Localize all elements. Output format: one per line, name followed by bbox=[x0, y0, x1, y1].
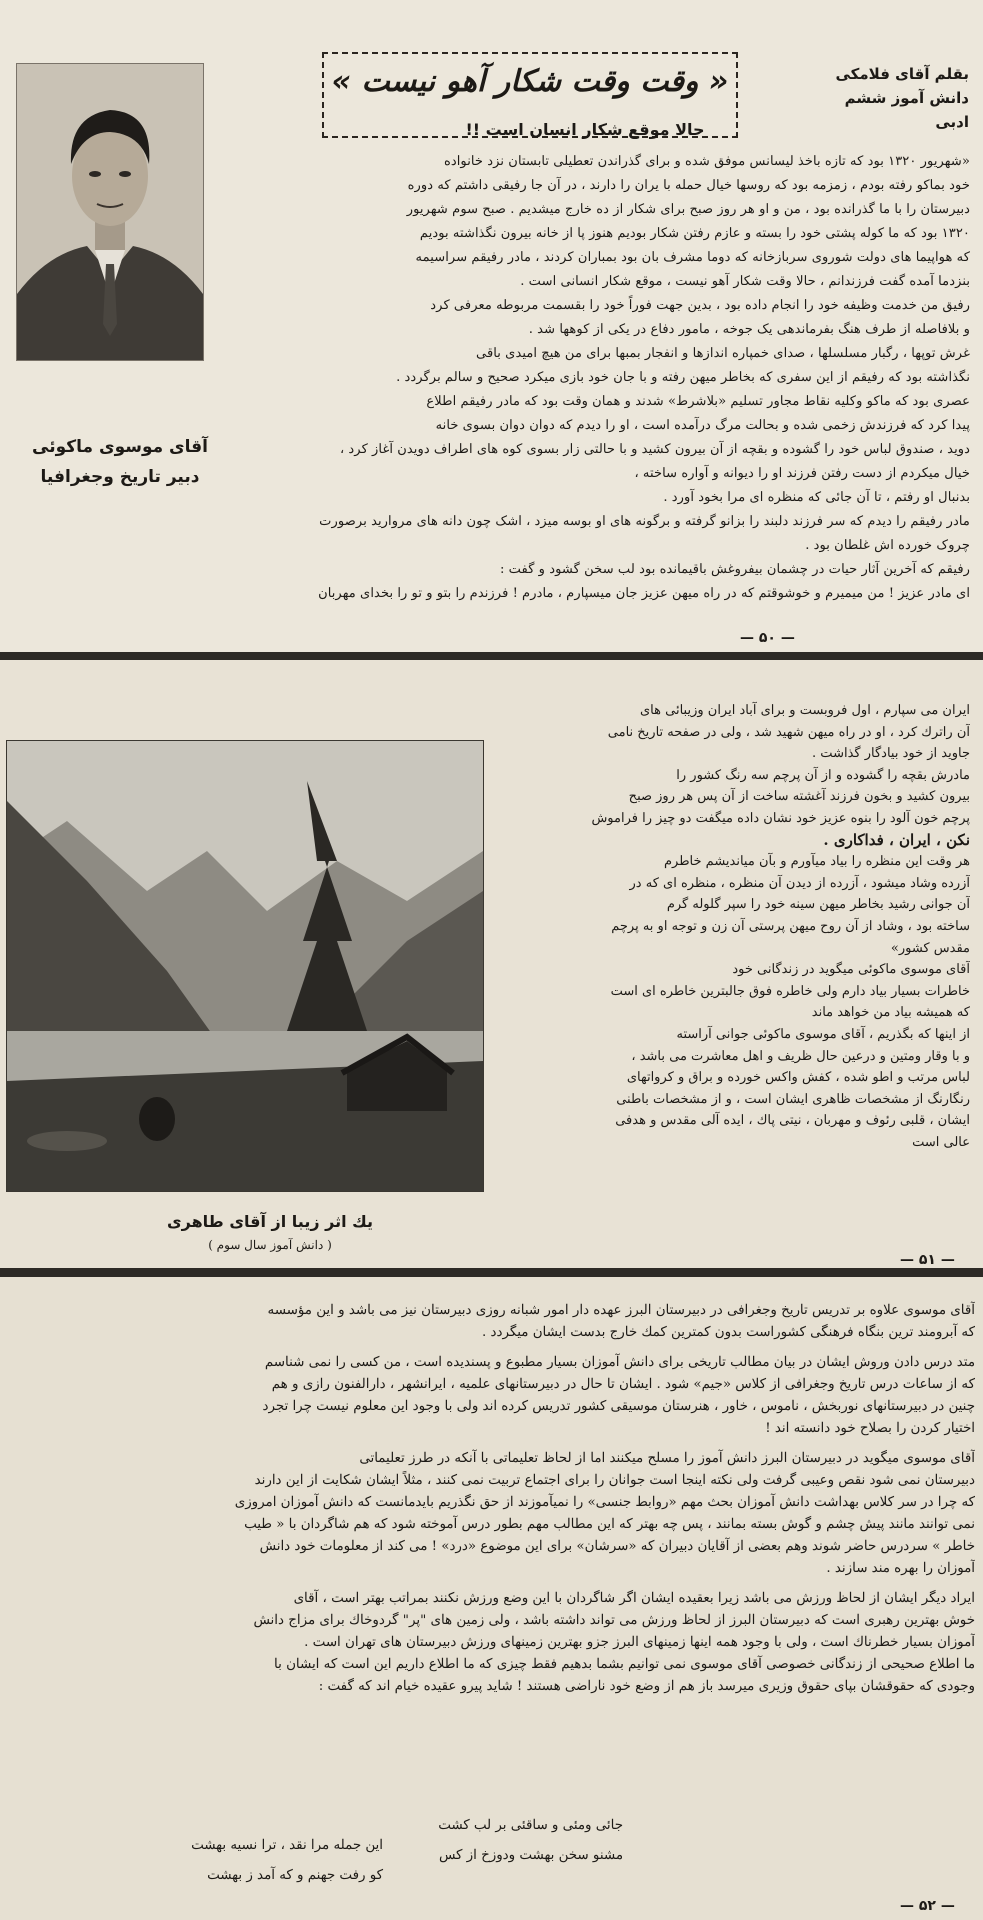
text-line: خاطرات بسیار بیاد دارم ولی خاطره فوق جالبترین خاطره ای است bbox=[610, 983, 970, 999]
poem-line-1-right: جائی ومئی و ساقئی بر لب کشت bbox=[438, 1818, 623, 1833]
text-line-emphasis: نکن ، ایران ، فداکاری . bbox=[823, 830, 970, 849]
article-title: « وقت وقت شکار آهو نیست » bbox=[331, 64, 729, 99]
text-line: و با وقار ومتین و درعین حال ظریف و اهل معاشرت می باشد ، bbox=[631, 1048, 970, 1064]
text-line: بنزدما آمده گفت فرزندانم ، حالا وقت شکار آهو نیست ، موقع شکار انسانی است . bbox=[520, 274, 970, 289]
text-line: ساخته بود ، وشاد از آن روح میهن پرستی آن زن و توجه او به پرچم bbox=[611, 918, 970, 934]
text-line: خیال میکردم از دست رفتن فرزند او را دیوانه و آواره ساخته ، bbox=[634, 466, 970, 481]
text-line: بیرون کشید و بخون فرزند آغشته ساخت از آن پس هر روز صبح bbox=[628, 789, 970, 805]
text-line: پیدا کرد که فرزندش زخمی شده و بحالت مرگ درآمده است ، او را دیدم که دوان دوان بسوی خانه bbox=[435, 418, 970, 433]
text-line: ۱۳۲۰ بود که ما کوله پشتی خود را بسته و عازم رفتن شکار بودیم هنوز پا از خانه بیرون نگذاشته بودیم bbox=[419, 226, 970, 241]
text-line: از اینها که بگذریم ، آقای موسوی ماکوئی جوانی آراسته bbox=[676, 1026, 970, 1042]
text-line: که هواپیما های دولت شوروی سربازخانه که دوما مشرف بان بود بمباران کردند ، مادر رفیقم سراسیمه bbox=[415, 250, 970, 265]
article-body-page-52 bbox=[30, 1300, 975, 1698]
byline bbox=[819, 62, 969, 134]
teacher-portrait-photo bbox=[16, 63, 204, 361]
text-line: متد درس دادن وروش ایشان در بیان مطالب تاریخی برای دانش آموزان بسیار مطبوع و پسندیده است ، من کسی را نمی شناسم bbox=[264, 1355, 975, 1370]
text-line: اختیار کردن را بصلاح خود دانسته اند ! bbox=[765, 1421, 975, 1436]
text-line: عصری بود که ماکو وکلیه نقاط مجاور تسلیم «بلاشرط» شدند و همان وقت بود که مادر رفیقم اطلاع bbox=[426, 394, 970, 409]
text-line: ایشان ، قلبی رئوف و مهربان ، نیتی پاك ، ایده آلی مقدس و هدفی bbox=[615, 1113, 970, 1129]
portrait-caption-name: آقای موسوی ماکوئی bbox=[32, 437, 208, 457]
text-line: نمی توانند مانند پیش چشم و گوش بسته بمانند ، پس چه بهتر که این مطالب مهم بطور درس آموخته شود که هم شاگردان با « طیب bbox=[244, 1517, 975, 1532]
text-line: چروک خورده اش غلطان بود . bbox=[805, 538, 970, 553]
text-line: رفیق من خدمت وظیفه خود را انجام داده بود ، بدین جهت فوراً خود را بقسمت مربوطه معرفی کرد bbox=[430, 298, 970, 313]
text-line: ایران می سپارم ، اول فروبست و برای آباد ایران وزیبائی های bbox=[640, 703, 970, 718]
text-line: آموزان را بهره مند سازند . bbox=[826, 1561, 975, 1576]
text-line: ما اطلاع صحیحی از زندگانی خصوصی آقای موسوی نمی توانیم بشما بدهیم فقط چیزی که ما اطلاع داریم این است که ایشان با bbox=[274, 1657, 975, 1672]
text-line: پرچم خون آلود را بنوه عزیز خود نشان داده میگفت دو چیز را فراموش bbox=[591, 810, 970, 826]
text-line: مادرش بقچه را گشوده و از آن پرچم سه رنگ کشور را bbox=[676, 767, 970, 783]
text-line: که چرا در سر کلاس بهداشت دانش آموزان بحث مهم «روابط جنسی» را نمیآموزند از حق نگذریم بایدمانست که دانش آموزان امروزی bbox=[234, 1495, 975, 1510]
article-body-page-51 bbox=[490, 700, 970, 1153]
text-line: «شهریور ۱۳۲۰ بود که تازه باخذ لیسانس موفق شده و برای گذراندن تعطیلی تابستان نزد خانواده bbox=[443, 154, 970, 169]
text-line: دوید ، صندوق لباس خود را گشوده و بقچه از آن بیرون کشید و با حالتی زار بسوی کوه های اطراف دویدن آغاز کرد ، bbox=[339, 442, 970, 457]
text-line: لباس مرتب و اطو شده ، کفش واکس خورده و براق و کرواتهای bbox=[626, 1070, 970, 1086]
text-line: غرش توپها ، رگبار مسلسلها ، صدای خمپاره اندازها و انفجار بمبها برای من هیچ امیدی باقی bbox=[475, 346, 970, 361]
text-line: بدنبال او رفتم ، تا آن جائی که منظره ای مرا بخود آورد . bbox=[663, 490, 970, 505]
text-line: که از ساعات درس تاریخ وجغرافی از کلاس «جیم» شود . ایشان تا حال در دبیرستانهای علمیه ، ایرانشهر ، دارالفنون رازی و هم bbox=[271, 1377, 975, 1392]
text-line: چنین در دبیرستانهای نوربخش ، ناموس ، خاور ، هنرستان موسیقی کشور تدریس کرده اند ولی با وجود این معلوم نیست چرا تجرد bbox=[262, 1399, 975, 1414]
text-line: آقای موسوی علاوه بر تدریس تاریخ وجغرافی در دبیرستان البرز عهده دار امور شبانه روزی دبیرستان نیز می باشد و این مؤسسه bbox=[267, 1303, 975, 1318]
text-line: عالی است bbox=[912, 1134, 970, 1150]
text-line: آموزان بسیار خطرناك است ، ولی با وجود همه اینها زمینهای البرز جزو بهترین زمینهای ورزش دبیرستان های تهران است . bbox=[304, 1635, 975, 1650]
poem-line-2-left: کو رفت جهنم و که آمد ز بهشت bbox=[207, 1868, 383, 1883]
portrait-caption-role: دبیر تاریخ وجغرافیا bbox=[40, 467, 200, 487]
text-line: مادر رفیقم را دیدم که سر فرزند دلبند را بزانو گرفته و برگونه های او بوسه میزد ، اشک چون دانه های مروارید برصورت bbox=[319, 514, 970, 529]
article-subtitle: حالا موقع شکار انسان است !! bbox=[465, 120, 705, 139]
text-line: آن جوانی رشید بخاطر میهن سینه خود را سپر گلوله گرم bbox=[666, 897, 970, 913]
text-line: وجودی که حقوقشان بپای حقوق وزیری میرسد باز هم از وضع خود ناراضی هستند ! شاید پیرو عقیده خیام اند که گفت : bbox=[318, 1679, 975, 1694]
text-line: خود بماکو رفته بودم ، زمزمه بود که روسها خیال حمله با یران را دارند ، در آن جا رفیقی داشتم که دوره bbox=[407, 178, 970, 193]
text-line: خاطر » سردرس حاضر شوند وهم بعضی از آقایان دبیران که «سرشان» برای این موضوع «درد» ! می کند از معلومات خود دانش bbox=[259, 1539, 975, 1554]
byline-author: بقلم آقای فلامکی bbox=[835, 65, 969, 83]
text-line: دبیرستان را با ما گذرانده بود ، من و او هر روز صبح برای شکار از ده خارج میشدیم . صبح سوم شهریور bbox=[406, 202, 970, 217]
painting-caption: یك اثر زیبا از آقای طاهری bbox=[166, 1212, 374, 1231]
poem-line-2-right: مشنو سخن بهشت ودوزخ از کس bbox=[438, 1848, 623, 1863]
page-number-50: — ۵۰ — bbox=[740, 630, 795, 646]
text-line: جاوید از خود بیادگار گذاشت . bbox=[812, 746, 970, 762]
text-line: رنگارنگ از مشخصات ظاهری ایشان است ، و از مشخصات باطنی bbox=[616, 1091, 970, 1107]
text-line: مقدس کشور» bbox=[890, 940, 970, 956]
painting-subcaption: ( دانش آموز سال سوم ) bbox=[208, 1238, 332, 1252]
portrait-caption bbox=[22, 432, 218, 492]
text-line: آن راترك كرد ، او در راه میهن شهید شد ، ولی در صفحه تاریخ نامی bbox=[607, 724, 970, 740]
text-line: و بلافاصله از طرف هنگ بفرماندهی یک جوخه ، مامور دفاع در یکی از کوهها شد . bbox=[528, 322, 970, 337]
text-line: دبیرستان نمی شود نقص وعیبی گرفت ولی نکته اینجا است جوانان را برای اجتماع تربیت نمی کنند ، مثلاً ایشان شکایت از این دارند bbox=[254, 1473, 975, 1488]
landscape-painting bbox=[6, 740, 484, 1192]
poem-line-1-left: این جمله مرا نقد ، ترا نسیه بهشت bbox=[191, 1838, 383, 1853]
page-number-52: — ۵۲ — bbox=[900, 1898, 955, 1914]
text-line: ای مادر عزیز ! من میمیرم و خوشوقتم که در راه میهن عزیز جان میسپارم ، مادرم ! فرزندم را بتو و تو را بخدای مهربان bbox=[318, 586, 970, 601]
text-line: آزرده وشاد میشود ، آزرده از دیدن آن منظره ، منظره ای که در bbox=[629, 875, 970, 891]
text-line: رفیقم که آخرین آثار حیات در چشمان بیفروغش باقیمانده بود لب سخن گشود و گفت : bbox=[499, 562, 970, 577]
text-line: که آبرومند ترین بنگاه فرهنگی کشوراست بدون کمترین کمك خارج بدست ایشان میگردد . bbox=[482, 1325, 975, 1340]
byline-grade: دانش آموز ششم ادبی bbox=[844, 89, 969, 131]
text-line: که همیشه بیاد من خواهد ماند bbox=[811, 1005, 970, 1021]
text-line: هر وقت این منظره را بیاد میآورم و بآن میاندیشم خاطرم bbox=[663, 854, 970, 870]
text-line: ایراد دیگر ایشان از لحاظ ورزش می باشد زیرا بعقیده ایشان اگر شاگردان با این وضع ورزش نکنند بمراتب بهتر است ، آقای bbox=[293, 1591, 975, 1606]
text-line: آقای موسوی ماکوئی میگوید در زندگانی خود bbox=[732, 962, 970, 978]
text-line: نگذاشته بود که رفیقم از این سفری که بخاطر میهن رفته و با جان خود بازی میکرد صحیح و سالم برگردد . bbox=[396, 370, 970, 385]
text-line: خوش بهترین رهبری است که دبیرستان البرز از لحاظ ورزش می تواند داشته باشد ، ولی زمین های "پر" گردوخاك برای مزاج دانش bbox=[253, 1613, 975, 1628]
page-number-51: — ۵۱ — bbox=[900, 1252, 955, 1268]
text-line: آقای موسوی میگوید در دبیرستان البرز دانش آموز را مسلح میکنند اما از لحاظ تعلیماتی با آنکه در طرز تعلیماتی bbox=[359, 1451, 975, 1466]
